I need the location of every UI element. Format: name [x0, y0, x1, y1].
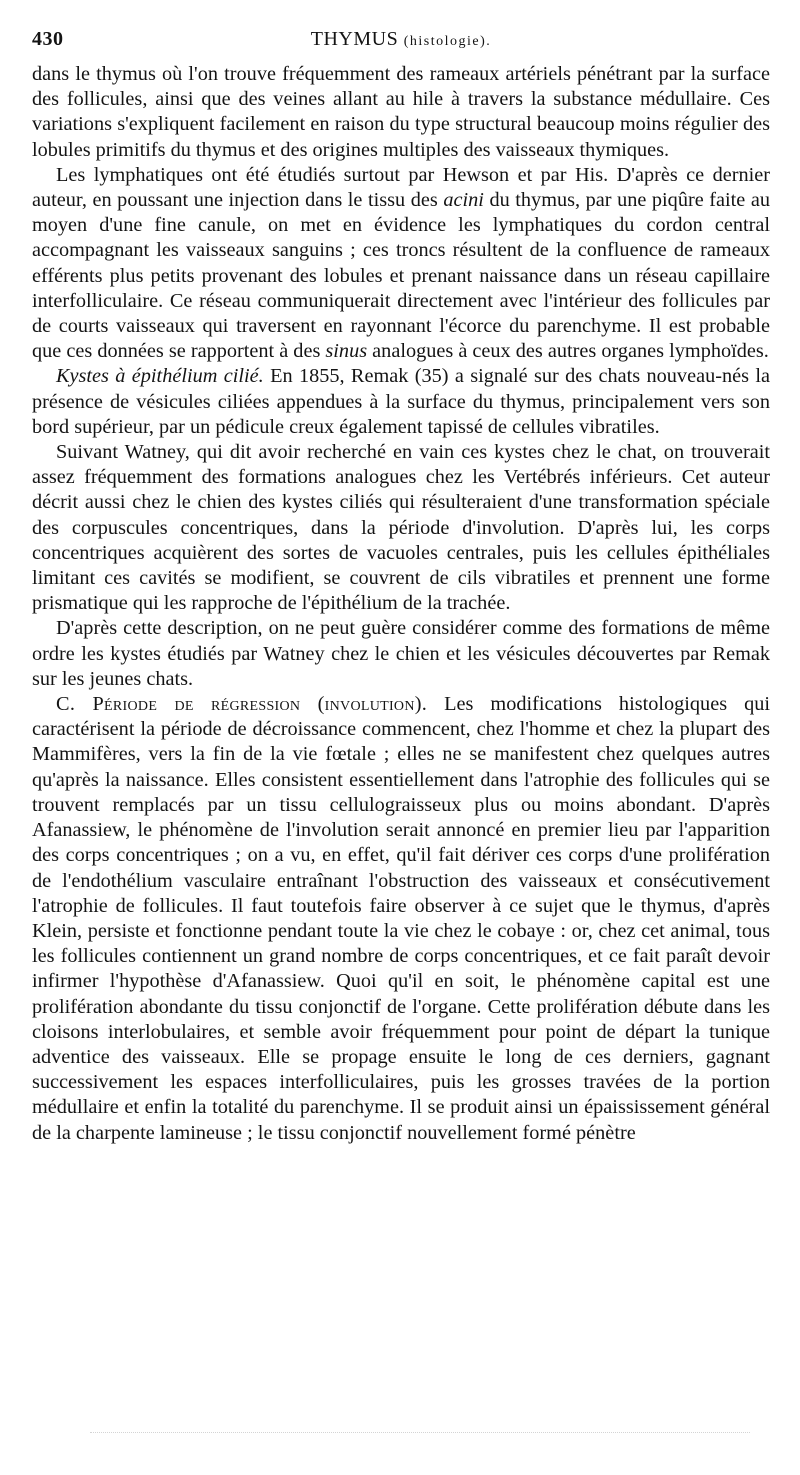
paragraph-lymphatiques: [32, 163, 770, 365]
paragraph-description: [32, 616, 770, 692]
running-header: [32, 28, 770, 62]
paragraph-text: du thymus, par une piqûre faite au moyen d'une fine canule, on met en évidence les lymphatiques du cordon central accompagnant les vaisseaux sanguins ; ces troncs résultent de la confluence de rameaux efférents plus petits provenant des lobules et prenant naissance dans un réseau capillaire interfolliculaire. Ce réseau communiquerait directement avec l'intérieur des follicules par de courts vaisseaux qui traversent en rayonnant l'écorce du parenchyme. Il est probable que ces données se rapportent à des: [32, 189, 770, 363]
paragraph-regression: [32, 692, 770, 1146]
paragraph-text: analogues à ceux des autres organes lymphoïdes.: [367, 340, 769, 363]
running-title-sub: (histologie).: [403, 34, 492, 49]
paragraph-watney: [32, 440, 770, 616]
paragraph-kystes: [32, 364, 770, 440]
paragraph-text: En 1855, Remak (35) a signalé sur des chats nouveau-nés la présence de vésicules ciliées appendues à la surface du thymus, principalement vers son bord supérieur, par un pédicule creux également tapissé de cellules vibratiles.: [32, 365, 770, 438]
page-number: 430: [32, 28, 64, 50]
scan-artifact-line: [90, 1432, 750, 1441]
paragraph-text: D'après cette description, on ne peut guère considérer comme des formations de même ordre les kystes étudiés par Watney chez le chien et les vésicules découvertes par Remak sur les jeunes chats.: [32, 617, 770, 690]
paragraph-text: Suivant Watney, qui dit avoir recherché en vain ces kystes chez le chat, on trouverait assez fréquemment des formations analogues chez les Vertébrés inférieurs. Cet auteur décrit aussi chez le chien des kystes ciliés qui résulteraient d'une transformation spéciale des corpuscules concentriques, dans la période d'involution. D'après lui, les corps concentriques acquièrent des sortes de vacuoles centrales, puis les cellules épithéliales limitant ces cavités se modifient, se couvrent de cils vibratiles et prennent une forme prismatique qui les rapproche de l'épithélium de la trachée.: [32, 441, 770, 615]
paragraph-1: [32, 62, 770, 163]
running-title: [32, 28, 770, 51]
section-heading-regression: C. Période de régression (involution).: [56, 693, 428, 716]
paragraph-text: Les lymphatiques ont été étudiés surtout par Hewson et par His. D'après ce dernier auteur, en poussant une injection dans le tissu des: [32, 163, 770, 212]
running-title-main: THYMUS: [310, 28, 399, 50]
paragraph-text: dans le thymus où l'on trouve fréquemment des rameaux artériels pénétrant par la surface des follicules, ainsi que des veines allant au hile à travers la substance médullaire. Ces variations s'expliquent facilement en raison du type structural beaucoup moins régulier des lobules primitifs du thymus et des origines multiples des vaisseaux thymiques.: [32, 63, 770, 161]
document-page: [32, 28, 770, 1146]
paragraph-text: Les modifications histologiques qui caractérisent la période de décroissance commencent, chez l'homme et chez la plupart des Mammifères, vers la fin de la vie fœtale ; elles ne se manifestent chez quelques autres qu'après la naissance. Elles consistent essentiellement dans l'atrophie des follicules qui se trouvent remplacés par un tissu cellulograisseux plus ou moins abondant. D'après Afanassiew, le phénomène de l'involution serait annoncé en premier lieu par l'apparition des corps concentriques ; on a vu, en effet, qu'il fait dériver ces corps d'une prolifération de l'endothélium vasculaire entraînant l'obstruction des vaisseaux et consécutivement l'atrophie de follicules. Il faut toutefois faire observer à ce sujet que le thymus, d'après Klein, persiste et fonctionne pendant toute la vie chez le cobaye : or, chez cet animal, tous les follicules contiennent un grand nombre de corps concentriques, et ce fait paraît devoir infirmer l'hypothèse d'Afanassiew. Quoi qu'il en soit, le phénomène capital est une prolifération abondante du tissu conjonctif de l'organe. Cette prolifération débute dans les cloisons interlobulaires, et semble avoir fréquemment pour point de départ la tunique adventice des vaisseaux. Elle se propage ensuite le long de ces derniers, gagnant successivement les espaces interfolliculaires, puis les grosses travées de la portion médullaire et enfin la totalité du parenchyme. Il se produit ainsi un épaississement général de la charpente lamineuse ; le tissu conjonctif nouvellement formé pénètre: [32, 693, 770, 1144]
section-heading-kystes: Kystes à épithélium cilié.: [56, 365, 264, 388]
body-text: [32, 62, 770, 1146]
emphasis-sinus: sinus: [325, 340, 368, 363]
emphasis-acini: acini: [443, 189, 484, 212]
